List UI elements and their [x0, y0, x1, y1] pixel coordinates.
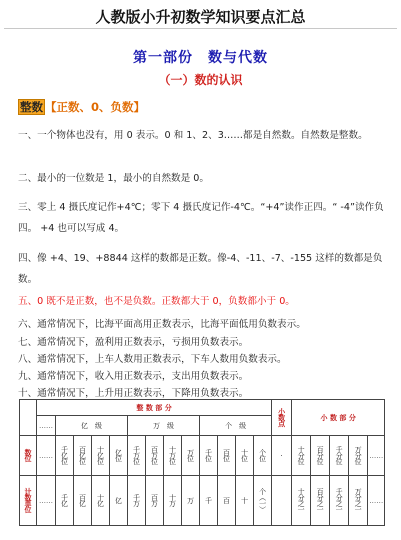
paragraph-2: 二、最小的一位数是 1，最小的自然数是 0。	[18, 173, 209, 184]
paragraph-9: 九、通常情况下，收入用正数表示，支出用负数表示。	[18, 371, 249, 382]
decimal-part-header: 小 数 部 分	[292, 400, 385, 436]
unit-cell: 千分之一	[330, 476, 349, 526]
part-heading: 第一部份 数与代数	[133, 50, 268, 66]
document-title: 人教版小升初数学知识要点汇总	[95, 8, 306, 26]
unit-cell: 万分之一	[349, 476, 368, 526]
unit-cell: 千亿	[56, 476, 74, 526]
paragraph-3: 三、零上 4 摄氏度记作+4℃；零下 4 摄氏度记作-4℃。“+4”读作正四。“ -4”读作负四。 +4 也可以写成 4。	[18, 202, 384, 234]
position-cell: 百亿位	[74, 436, 92, 476]
class-header-yi: 亿 级	[56, 416, 128, 436]
ellipsis-cell: ……	[37, 436, 56, 476]
paragraph-7: 七、通常情况下，盈利用正数表示，亏损用负数表示。	[18, 337, 249, 348]
unit-cell: 百万	[146, 476, 164, 526]
unit-cell: 百亿	[74, 476, 92, 526]
decimal-point-dot: ·	[272, 436, 292, 476]
paragraph-8: 八、通常情况下，上车人数用正数表示，下车人数用负数表示。	[18, 354, 287, 365]
ellipsis-cell: ……	[37, 476, 56, 526]
class-header-ge: 个 级	[200, 416, 272, 436]
header-divider	[4, 28, 397, 29]
position-cell: 万分位	[349, 436, 368, 476]
topic-heading	[18, 99, 145, 115]
position-cell: 十万位	[164, 436, 182, 476]
ellipsis-cell: ……	[368, 476, 385, 526]
position-cell: 千位	[200, 436, 218, 476]
position-cell: 百位	[218, 436, 236, 476]
position-cell: 亿位	[110, 436, 128, 476]
paragraph-5: 五、0 既不是正数，也不是负数。正数都大于 0，负数都小于 0。	[18, 296, 295, 307]
ellipsis-cell: ……	[37, 416, 56, 436]
place-value-table	[19, 399, 385, 526]
paragraph-4: 四、像 +4、19、+8844 这样的数都是正数。像-4、-11、-7、-155 这样的数都是负数。	[18, 253, 383, 285]
unit-cell: 千	[200, 476, 218, 526]
unit-cell: 十亿	[92, 476, 110, 526]
topic-tag: 整数	[20, 100, 43, 114]
unit-cell: 百分之一	[311, 476, 330, 526]
paragraph-1: 一、一个物体也没有，用 0 表示。0 和 1、2、3……都是自然数。自然数是整数。	[18, 130, 368, 141]
position-cell: 千亿位	[56, 436, 74, 476]
unit-cell: 百	[218, 476, 236, 526]
topic-subtitle: 【正数、0、负数】	[45, 100, 146, 114]
unit-cell: 十分之一	[292, 476, 311, 526]
row-label-units: 计数单位	[20, 476, 37, 526]
unit-cell: 亿	[110, 476, 128, 526]
section-heading: （一）数的认识	[158, 73, 243, 87]
integer-part-header: 整 数 部 分	[37, 400, 272, 416]
decimal-point-empty	[272, 476, 292, 526]
position-cell: 十亿位	[92, 436, 110, 476]
row-label-positions: 数位	[20, 436, 37, 476]
position-cell: 千分位	[330, 436, 349, 476]
paragraph-10: 十、通常情况下，上升用正数表示，下降用负数表示。	[18, 388, 249, 399]
position-cell: 百分位	[311, 436, 330, 476]
position-cell: 百万位	[146, 436, 164, 476]
ellipsis-cell: ……	[368, 436, 385, 476]
position-cell: 个位	[254, 436, 272, 476]
decimal-point-header: 小数点	[272, 400, 292, 436]
unit-cell: 十万	[164, 476, 182, 526]
position-cell: 十位	[236, 436, 254, 476]
unit-cell: 十	[236, 476, 254, 526]
table-corner	[20, 400, 37, 436]
unit-cell: 个（一）	[254, 476, 272, 526]
unit-cell: 千万	[128, 476, 146, 526]
unit-cell: 万	[182, 476, 200, 526]
position-cell: 十分位	[292, 436, 311, 476]
position-cell: 万位	[182, 436, 200, 476]
paragraph-6: 六、通常情况下，比海平面高用正数表示，比海平面低用负数表示。	[18, 319, 306, 330]
position-cell: 千万位	[128, 436, 146, 476]
class-header-wan: 万 级	[128, 416, 200, 436]
